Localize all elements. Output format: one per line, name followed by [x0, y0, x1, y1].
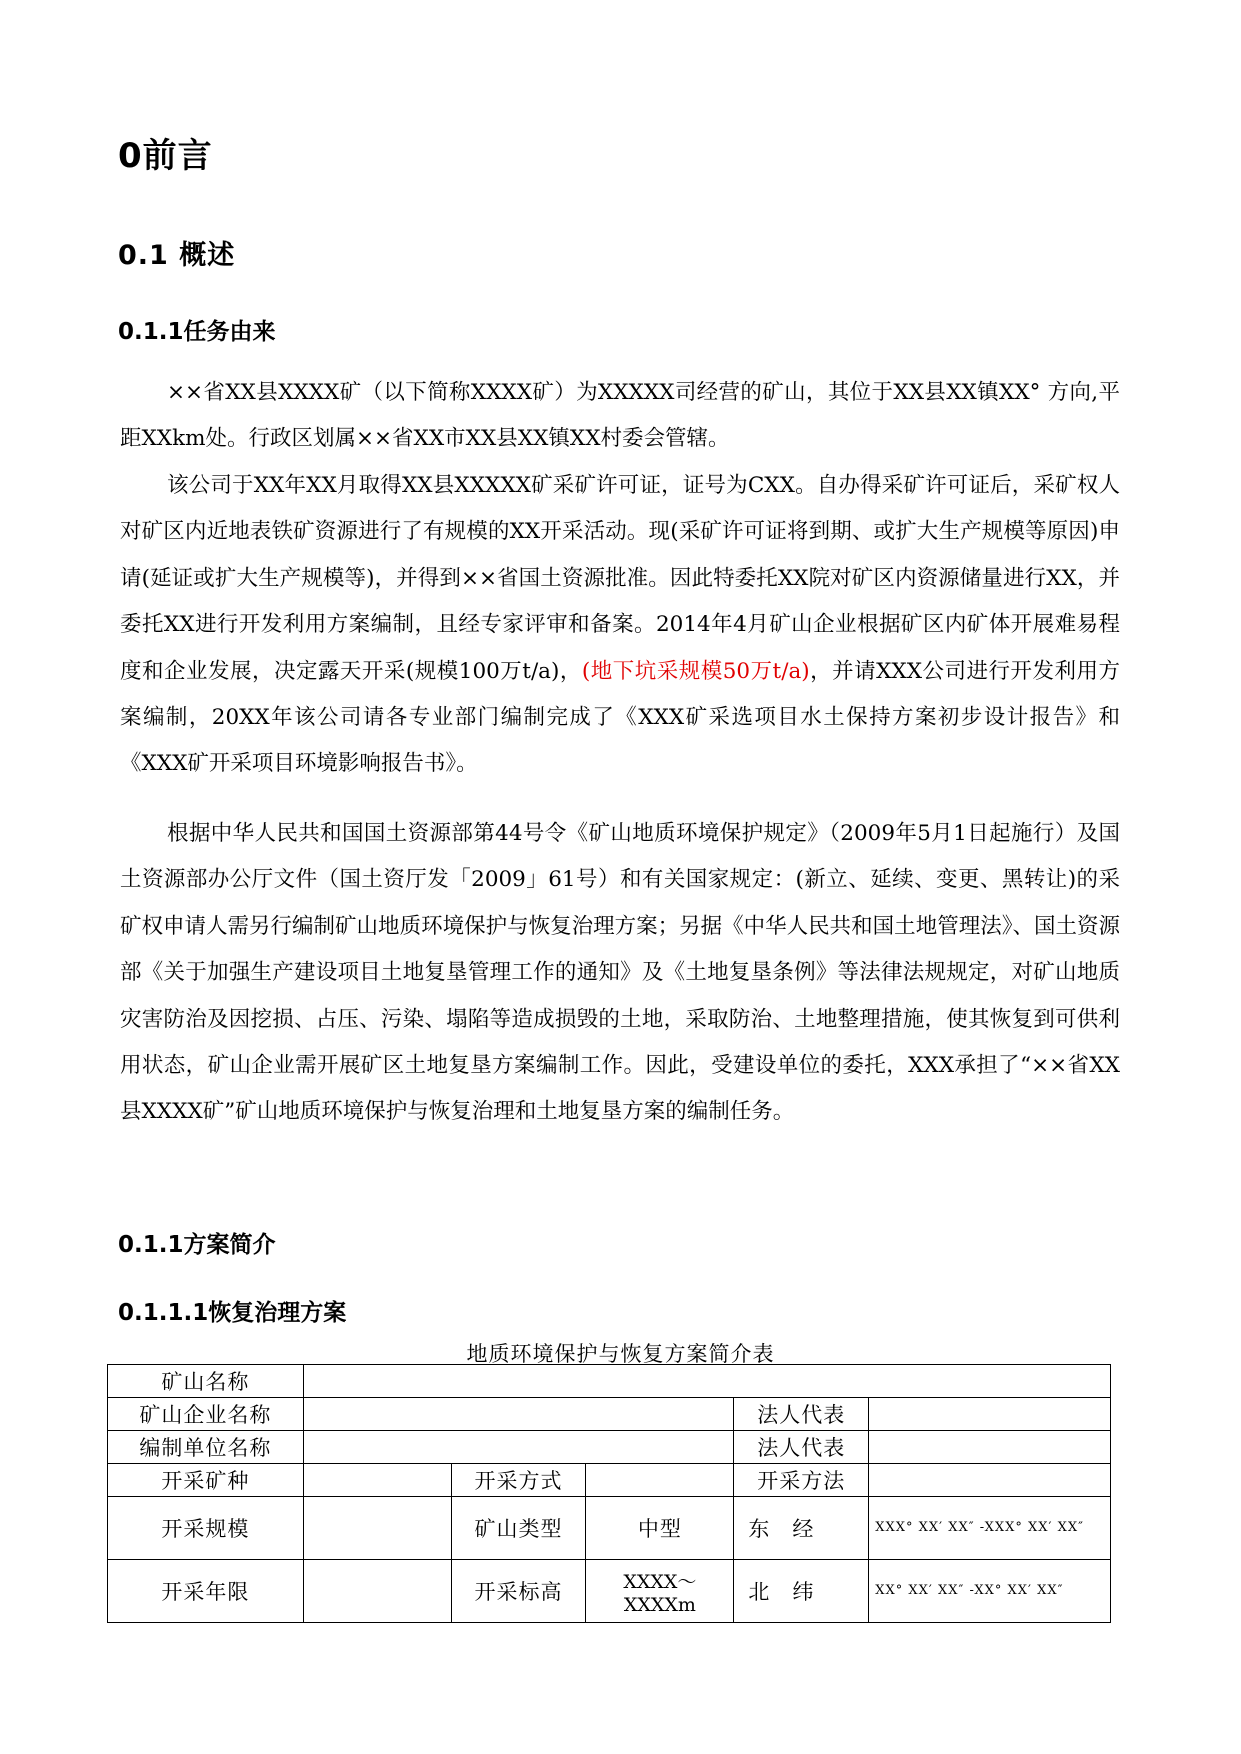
method-label: 开采方式: [451, 1464, 586, 1497]
paragraph-location: ××省XX县XXXX矿（以下简称XXXX矿）为XXXXX司经营的矿山，其位于XX县XX镇XX° 方向,平距XXkm处。行政区划属××省XX市XX县XX镇XX村委会管辖。: [120, 380, 1120, 452]
legal-rep-value: [869, 1398, 1111, 1431]
paragraph-history-red: (地下坑采规模50万t/a): [581, 658, 810, 684]
approach-value: [869, 1464, 1111, 1497]
compiler-value: [303, 1431, 734, 1464]
scale-value: [303, 1497, 451, 1560]
subsubsection-title-restore: 0.1.1.1恢复治理方案: [118, 1300, 347, 1326]
paragraph-regulation-wrap: [120, 811, 1120, 1136]
mineral-label: 开采矿种: [108, 1464, 304, 1497]
paragraph-history: [120, 463, 1120, 788]
elevation-label: 开采标高: [451, 1560, 586, 1623]
legal-rep-value-2: [869, 1431, 1111, 1464]
legal-rep-label-2: 法人代表: [734, 1431, 869, 1464]
plan-summary-table: [107, 1364, 1111, 1623]
method-value: [586, 1464, 734, 1497]
compiler-label: 编制单位名称: [108, 1431, 304, 1464]
elevation-value: XXXX～XXXXm: [586, 1560, 734, 1623]
subsection-title-plan: 0.1.1方案简介: [118, 1232, 276, 1258]
mine-company-value: [303, 1398, 734, 1431]
chapter-title: 0前言: [118, 136, 213, 176]
longitude-value: XXX° XX′ XX″ -XXX° XX′ XX″: [869, 1497, 1111, 1560]
table-caption: 地质环境保护与恢复方案简介表: [466, 1342, 775, 1366]
table-row: [108, 1398, 1111, 1431]
intro-paragraphs: [120, 370, 1120, 463]
scale-label: 开采规模: [108, 1497, 304, 1560]
table-row: [108, 1464, 1111, 1497]
section-title: 0.1 概述: [118, 240, 236, 271]
latitude-value: XX° XX′ XX″ -XX° XX′ XX″: [869, 1560, 1111, 1623]
table-row: [108, 1560, 1111, 1623]
mine-type-label: 矿山类型: [451, 1497, 586, 1560]
subsection-title-task: 0.1.1任务由来: [118, 319, 276, 345]
longitude-label: 东 经: [734, 1497, 869, 1560]
mine-company-label: 矿山企业名称: [108, 1398, 304, 1431]
table-row: [108, 1365, 1111, 1398]
years-value: [303, 1560, 451, 1623]
approach-label: 开采方法: [734, 1464, 869, 1497]
table-row: [108, 1497, 1111, 1560]
table-row: [108, 1431, 1111, 1464]
years-label: 开采年限: [108, 1560, 304, 1623]
mine-name-value: [303, 1365, 1110, 1398]
paragraph-history-b: ，并请XXX公司进行开发利用方案编制，20XX年该公司请各专业部门编制完成了《XXX矿采选项目水土保持方案初步设计报告》和《XXX矿开采项目环境影响报告书》。: [120, 658, 1120, 777]
mine-type-value: 中型: [586, 1497, 734, 1560]
legal-rep-label: 法人代表: [734, 1398, 869, 1431]
mineral-value: [303, 1464, 451, 1497]
paragraph-regulation: 根据中华人民共和国国土资源部第44号令《矿山地质环境保护规定》（2009年5月1日起施行）及国土资源部办公厅文件（国土资厅发「2009」61号）和有关国家规定：(新立、延续、变更、黑转让)的采矿权申请人需另行编制矿山地质环境保护与恢复治理方案；另据《中华人民共和国土地管理法》、国土资源部《关于加强生产建设项目土地复垦管理工作的通知》及《土地复垦条例》等法律法规规定，对矿山地质灾害防治及因挖损、占压、污染、塌陷等造成损毁的土地，采取防治、土地整理措施，使其恢复到可供利用状态，矿山企业需开展矿区土地复垦方案编制工作。因此，受建设单位的委托，XXX承担了“××省XX县XXXX矿”矿山地质环境保护与恢复治理和土地复垦方案的编制任务。: [120, 821, 1120, 1125]
mine-name-label: 矿山名称: [108, 1365, 304, 1398]
paragraph-history-a: 该公司于XX年XX月取得XX县XXXXX矿采矿许可证，证号为CXX。自办得采矿许可证后，采矿权人对矿区内近地表铁矿资源进行了有规模的XX开采活动。现(采矿许可证将到期、或扩大生产规模等原因)申请(延证或扩大生产规模等)，并得到××省国土资源批准。因此特委托XX院对矿区内资源储量进行XX，并委托XX进行开发利用方案编制，且经专家评审和备案。2014年4月矿山企业根据矿区内矿体开展难易程度和企业发展，决定露天开采(规模100万t/a)，: [120, 473, 1120, 684]
latitude-label: 北 纬: [734, 1560, 869, 1623]
